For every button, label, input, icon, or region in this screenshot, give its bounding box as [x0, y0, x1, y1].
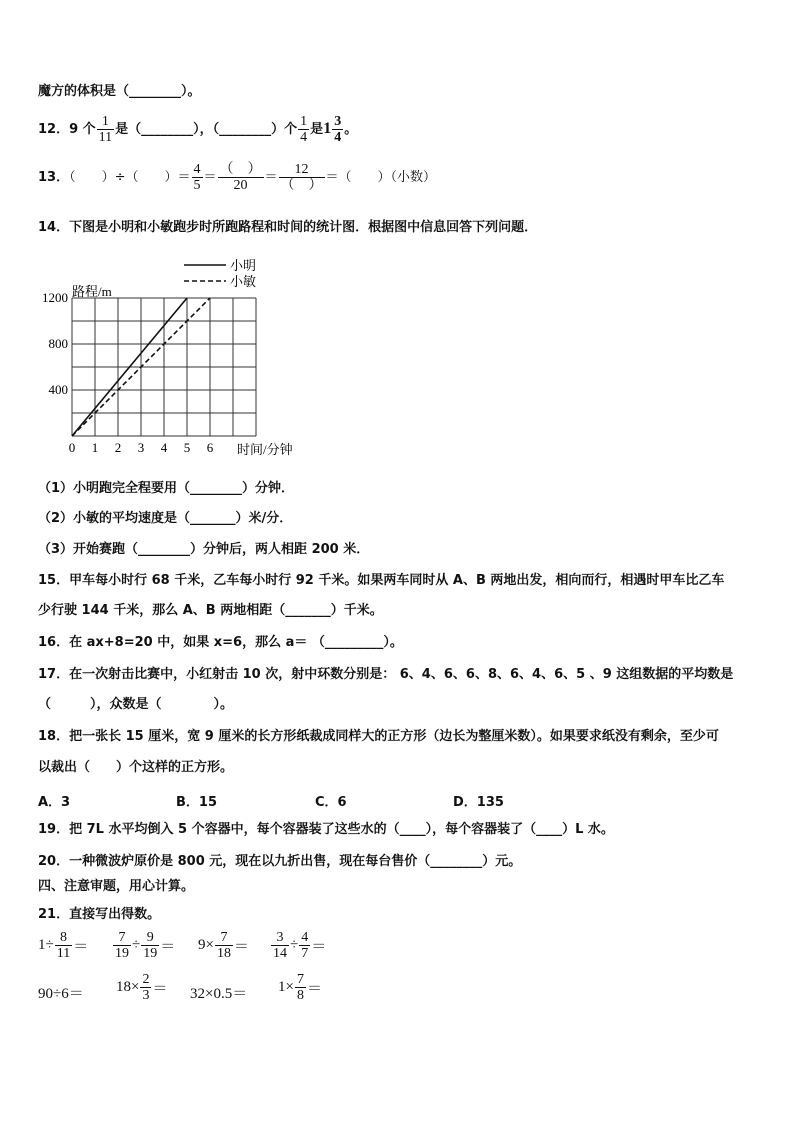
q12-text-b: 是（________），（________）个	[115, 122, 298, 137]
q18-option-a: A．3	[38, 795, 71, 810]
question-17-line-1: 17．在一次射击比赛中，小红射击 10 次，射中环数分别是： 6、4、6、6、8、6、4、6、5 、9 这组数据的平均数是	[38, 667, 734, 682]
q14-sub-2: （2）小敏的平均速度是（_______）米/分．	[38, 511, 293, 526]
question-18-line-2: 以裁出（ ）个这样的正方形。	[38, 760, 234, 775]
y-tick-label: 1200	[42, 290, 68, 305]
q14-sub-1: （1）小明跑完全程要用（________）分钟．	[38, 481, 295, 496]
q13-fraction-1: $\frac{4}{5}$	[193, 162, 201, 193]
x-tick-label: 1	[91, 440, 99, 455]
calc-2-4: 1× $\frac{7}{8}$ ＝	[278, 972, 322, 1003]
q12-number: 12．	[38, 122, 70, 137]
question-16: 16．在 ax+8=20 中，如果 x=6，那么 a＝ （_________）。	[38, 635, 403, 650]
q18-option-d: D．135	[453, 795, 504, 810]
q13-fraction-3: $\frac{12}{( )}$	[280, 162, 323, 193]
chart-ticks	[42, 290, 214, 455]
legend-label: 小明	[230, 258, 257, 273]
q14-sub-3: （3）开始赛跑（________）分钟后，两人相距 200 米．	[38, 542, 370, 557]
question-20: 20．一种微波炉原价是 800 元，现在以九折出售，现在每台售价（________）元。	[38, 854, 522, 869]
q13-fraction-2: $\frac{( )}{20}$	[219, 162, 262, 193]
calc-1-1: 1÷ $\frac{8}{11}$ ＝	[38, 930, 89, 961]
q13-end: ＝（ ）（小数）	[325, 170, 437, 185]
chart-grid	[72, 298, 256, 436]
q12-end: 。	[344, 122, 358, 137]
calc-1-4: $\frac{3}{14}$ ÷ $\frac{4}{7}$ ＝	[273, 930, 327, 961]
calc-1-2: $\frac{7}{19}$ ÷ $\frac{9}{19}$ ＝	[115, 930, 176, 961]
q12-fraction-2: $\frac{1}{4}$	[300, 114, 308, 145]
calc-row-2	[38, 972, 438, 1012]
q18-options	[38, 791, 638, 809]
x-tick-label: 6	[206, 440, 214, 455]
question-15-line-2: 少行驶 144 千米，那么 A、B 两地相距（_______）千米。	[38, 603, 383, 618]
q18-option-c: C．6	[315, 795, 347, 810]
chart-legend	[184, 258, 256, 289]
x-tick-label: 3	[137, 440, 145, 455]
y-tick-label: 400	[48, 382, 68, 397]
section-4-heading: 四、注意审题，用心计算。	[38, 879, 195, 894]
q13-eq-1: ＝	[203, 170, 217, 185]
calc-row-1	[38, 930, 438, 970]
q12-text-a: 9 个	[69, 122, 96, 137]
q13-number: 13．	[38, 170, 70, 185]
x-tick-label: 5	[183, 440, 191, 455]
q13-eq-2: ＝	[264, 170, 278, 185]
question-11-tail: 魔方的体积是（________）。	[38, 84, 201, 99]
calc-2-3: 32×0.5＝	[190, 986, 248, 1002]
calc-2-1: 90÷6＝	[38, 986, 84, 1002]
x-tick-label: 0	[68, 440, 76, 455]
question-18-line-1: 18．把一张长 15 厘米，宽 9 厘米的长方形纸裁成同样大的正方形（边长为整厘米数）。如果要求纸没有剩余，至少可	[38, 729, 719, 744]
q13-text-a: （ ）÷（ ）＝	[69, 170, 191, 185]
question-15-line-1: 15．甲车每小时行 68 千米，乙车每小时行 92 千米。如果两车同时从 A、B 两地出发，相向而行，相遇时甲车比乙车	[38, 573, 725, 588]
distance-time-chart	[30, 250, 320, 465]
q12-mixed-whole: 1	[323, 120, 332, 137]
question-14: 14．下图是小明和小敏跑步时所跑路程和时间的统计图．根据图中信息回答下列问题．	[38, 220, 538, 235]
y-tick-label: 800	[48, 336, 68, 351]
question-13	[38, 160, 436, 196]
x-axis-label: 时间/分钟	[237, 442, 293, 457]
calc-1-3: 9× $\frac{7}{18}$ ＝	[198, 930, 249, 961]
x-tick-label: 4	[160, 440, 168, 455]
y-axis-label: 路程/m	[72, 284, 112, 299]
q12-mixed-fraction: $\frac{3}{4}$	[334, 114, 342, 145]
q12-fraction-1: $\frac{1}{11}$	[98, 114, 113, 145]
question-21: 21．直接写出得数。	[38, 907, 161, 922]
legend-label: 小敏	[230, 274, 257, 289]
x-tick-label: 2	[114, 440, 122, 455]
q12-text-c: 是	[310, 122, 324, 137]
question-19: 19．把 7L 水平均倒入 5 个容器中，每个容器装了这些水的（____），每个容器装了（____）L 水。	[38, 822, 614, 837]
question-17-line-2: （ ），众数是（ ）。	[38, 697, 234, 712]
calc-2-2: 18× $\frac{2}{3}$ ＝	[116, 972, 168, 1003]
question-12	[38, 114, 357, 145]
q18-option-b: B．15	[176, 795, 217, 810]
